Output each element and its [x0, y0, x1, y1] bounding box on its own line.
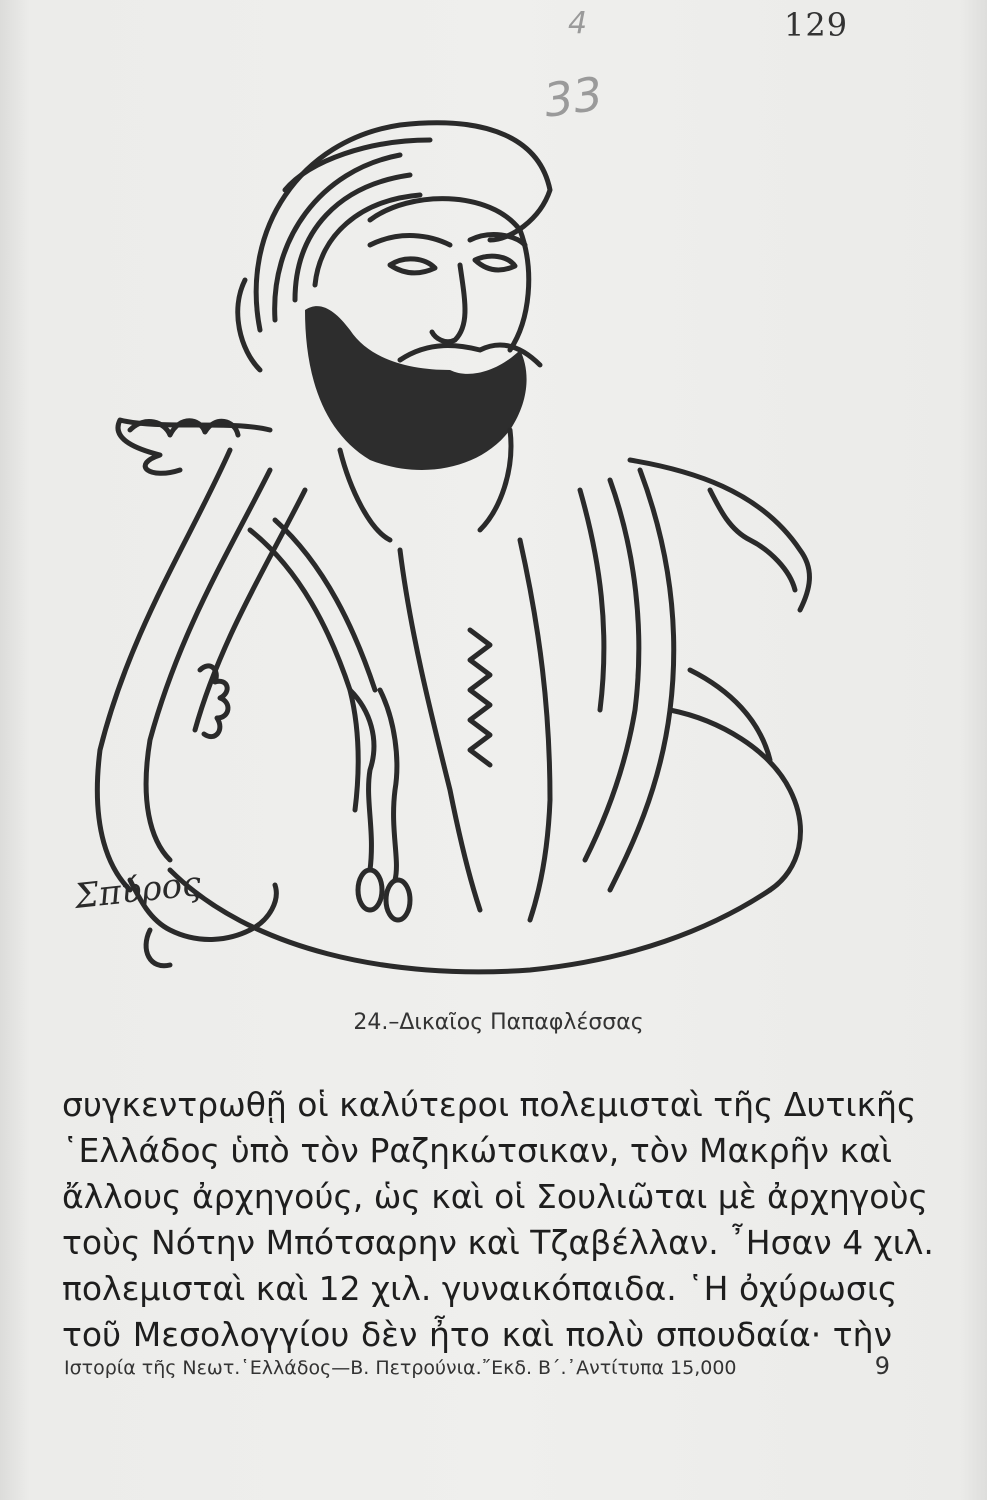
- page-number: 129: [784, 6, 849, 44]
- hair-strand: [285, 140, 430, 190]
- vest-left-inner: [195, 490, 305, 730]
- cord: [380, 690, 397, 880]
- text-line: τοὺς Νότην Μπότσαρην καὶ Τζαβέλλαν. ῏Ησαν 4 χιλ.: [62, 1223, 934, 1262]
- right-shoulder: [630, 460, 809, 610]
- right-arm-inner: [690, 670, 770, 760]
- shoulder-strap: [250, 530, 358, 810]
- nose: [432, 265, 465, 342]
- eye: [390, 259, 435, 273]
- tassel: [386, 880, 410, 920]
- vest-left: [97, 450, 230, 890]
- artist-signature: Σπύρος: [72, 863, 203, 917]
- face-outline: [370, 199, 529, 350]
- footer-text: Ιστορία τῆς Νεωτ.῾Ελλάδος—Β. Πετρούνια.῎Εκδ. Β΄.᾿Αντίτυπα 15,000: [64, 1357, 737, 1379]
- right-arm: [670, 710, 800, 890]
- text-line: ῾Ελλάδος ὑπὸ τὸν Ραζηκώτσικαν, τὸν Μακρῆν καὶ: [62, 1131, 892, 1170]
- figure-caption: 24.–Δικαῖος Παπαφλέσσας: [353, 1010, 644, 1035]
- shoulder-strap: [275, 520, 375, 690]
- eyebrow: [370, 236, 450, 245]
- shirt-fold: [520, 540, 550, 920]
- pencil-annotation-1: 4: [568, 6, 588, 41]
- portrait-illustration: [70, 70, 900, 990]
- signature-mark: 9: [874, 1352, 890, 1380]
- page-footer: [64, 1352, 890, 1380]
- left-shoulder: [118, 420, 270, 473]
- text-line: τοῦ Μεσολογγίου δὲν ἦτο καὶ πολὺ σπουδαία· τὴν: [62, 1315, 892, 1354]
- text-line: ἄλλους ἀρχηγούς, ὡς καὶ οἱ Σουλιῶται μὲ ἀρχηγοὺς: [62, 1177, 928, 1216]
- beard-fill: [305, 306, 527, 470]
- body-paragraph: [62, 1082, 934, 1358]
- sword-hilt: [146, 930, 170, 966]
- text-line: συγκεντρωθῇ οἱ καλύτεροι πολεμισταὶ τῆς Δυτικῆς: [62, 1085, 917, 1124]
- pencil-annotation-2: 33: [540, 66, 607, 128]
- vest-right-inner: [580, 490, 604, 710]
- hair-outline: [256, 123, 550, 330]
- vest-right: [610, 470, 674, 890]
- tassel: [358, 870, 382, 910]
- text-line: πολεμισταὶ καὶ 12 χιλ. γυναικόπαιδα. ῾Η ὀχύρωσις: [62, 1269, 898, 1308]
- left-shoulder-lace: [130, 421, 238, 435]
- eye: [475, 256, 515, 270]
- shirt-fold: [400, 550, 480, 910]
- vest-buttons: [470, 630, 490, 765]
